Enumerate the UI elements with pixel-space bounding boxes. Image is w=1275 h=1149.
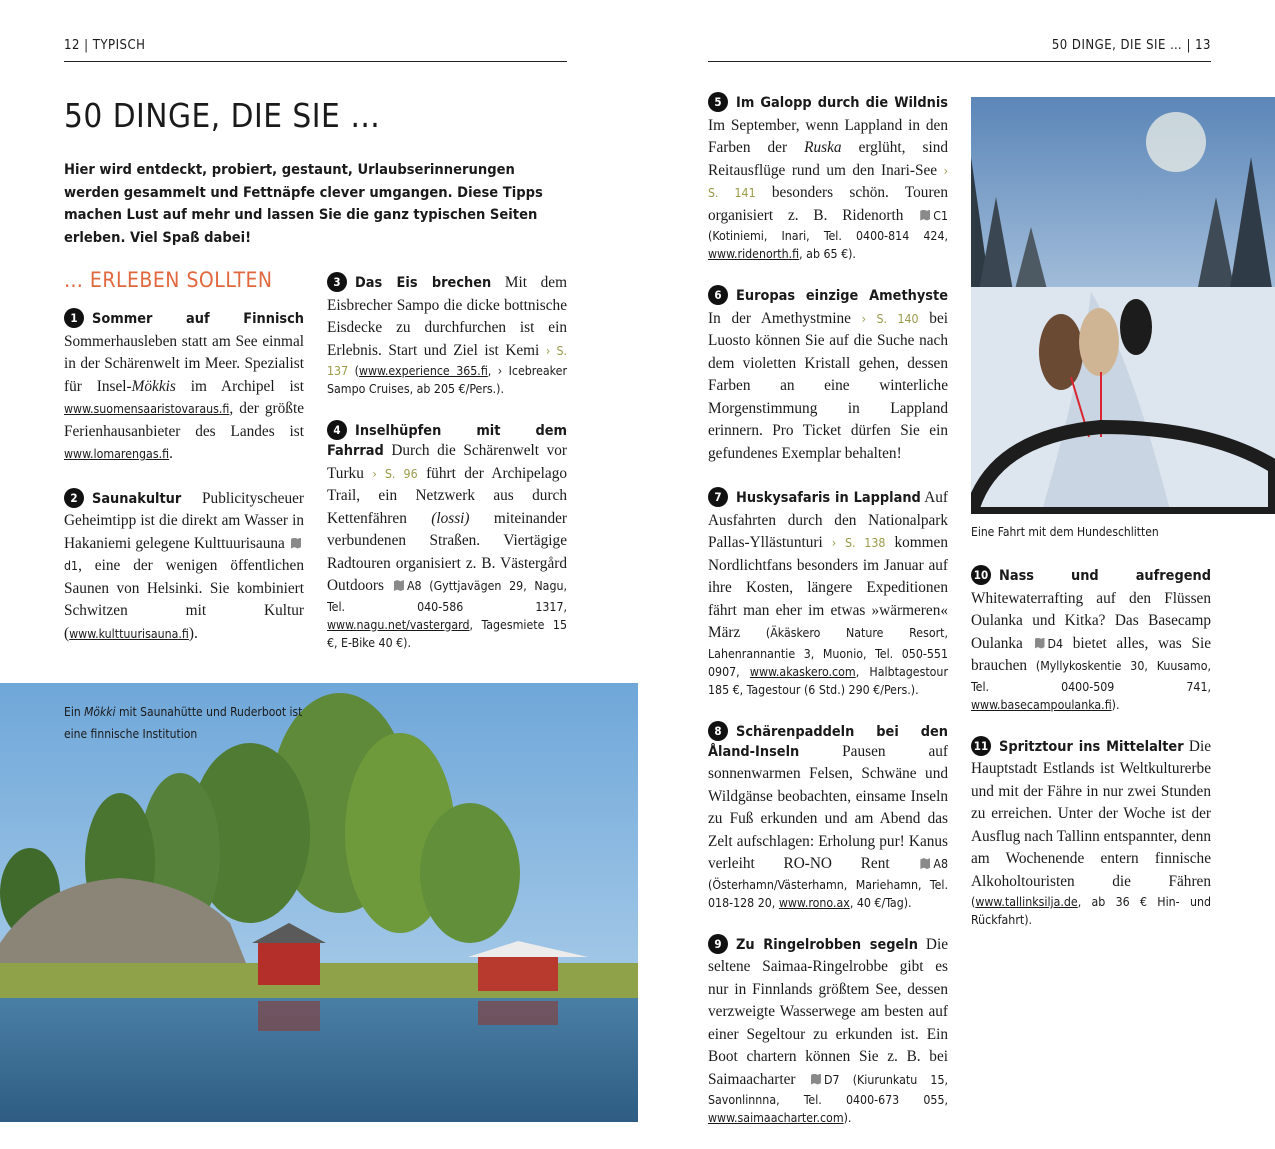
running-header-right: 50 DINGE, DIE SIE … | 13	[1051, 38, 1211, 53]
intro-text: Hier wird entdeckt, probiert, gestaunt, Urlaubserinnerungen werden gesammelt und Fettnäpfe clever umgangen. Diese Tipps machen Lust auf mehr und lassen Sie die ganz typischen Seiten erleben. Viel Spaß dabei!	[64, 161, 543, 246]
header-rule-left	[64, 61, 567, 62]
tip-number-badge: 8	[708, 721, 728, 741]
tip-entry-5: 5 Im Galopp durch die Wildnis Im September, wenn Lappland in den Farben der Ruska erglüht, sind Reitausflüge rund um den Inari-See › S. 141 besonders schön. Touren organisiert z. B. Ridenorth C1 (Kotiniemi, Inari, Tel. 0400-814 424, www.ridenorth.fi, ab 65 €).	[708, 92, 948, 263]
tip-number-badge: 3	[327, 272, 347, 292]
running-header-left: 12 | TYPISCH	[64, 38, 146, 53]
column-3	[708, 92, 948, 1149]
website-link[interactable]: www.ridenorth.fi	[708, 247, 800, 261]
tip-entry-7: 7 Huskysafaris in Lappland Auf Ausfahrten durch den Nationalpark Pallas-Yllästunturi › S. 138 kommen Nordlichtfans besonders im Januar auf ihre Kosten, längere Expeditionen fährt man eher im etwas »wärmeren« März (Äkäskero Nature Resort, Lahenrannantie 3, Muonio, Tel. 050-551 0907, www.akaskero.com, Halbtagestour 185 €, Tagestour (6 Std.) 290 €/Pers.).	[708, 489, 948, 697]
tip-heading: Nass und aufregend	[999, 568, 1211, 584]
column-4	[971, 565, 1211, 951]
tip-number-badge: 5	[708, 92, 728, 112]
map-icon	[291, 538, 301, 549]
map-grid-ref: d1	[64, 559, 79, 573]
map-grid-ref: A8	[406, 579, 422, 593]
tip-heading: Sommer auf Finnisch	[92, 311, 304, 327]
map-icon	[920, 210, 930, 221]
website-link[interactable]: www.experience 365.fi	[358, 364, 488, 378]
lake-cottage-photo	[0, 683, 638, 1122]
website-link[interactable]: www.saimaacharter.com	[708, 1111, 844, 1125]
tip-entry-9: 9 Zu Ringelrobben segeln Die seltene Saimaa-Ringelrobbe gibt es nur in Finnlands größtem See, dessen verzweigte Wasserwege am besten auf einer Segeltour zu erkunden ist. Ein Boot chartern können Sie z. B. bei Saimaacharter D7 (Kiurunkatu 15, Savonlinnna, Tel. 0400-673 055, www.saimaacharter.com).	[708, 935, 948, 1125]
map-grid-ref: C1	[933, 208, 948, 223]
tip-entry-4: 4 Inselhüpfen mit dem Fahrrad Durch die Schärenwelt vor Turku › S. 96 führt der Archipelago Trail, ein Netzwerk aus durch Kettenfähren (lossi) miteinander verbundenen Straßen. Viertägige Radtouren organisiert z. B. Västergård Outdoors A8 (Gyttjavägen 29, Nagu, Tel. 040-586 1317, www.nagu.net/vastergard, Tagesmiete 15 €, E-Bike 40 €).	[327, 420, 567, 652]
page-reference[interactable]: › S. 141	[708, 163, 948, 200]
column-2	[327, 272, 567, 674]
tip-heading: Zu Ringelrobben segeln	[736, 936, 918, 953]
tip-number-badge: 9	[708, 934, 728, 954]
tip-number-badge: 6	[708, 285, 728, 305]
column-1	[64, 268, 304, 667]
tip-entry-3: 3 Das Eis brechen Mit dem Eisbrecher Sampo die dicke bottnische Eisdecke zu durchfurchen ist ein Erlebnis. Start und Ziel ist Kemi › S. 137 (www.experience 365.fi, › Icebreaker Sampo Cruises, ab 205 €/Pers.).	[327, 274, 567, 396]
tip-number-badge: 4	[327, 420, 347, 440]
header-rule-right	[708, 61, 1211, 62]
website-link[interactable]: www.rono.ax	[778, 895, 850, 910]
photo-caption: Eine Fahrt mit dem Hundeschlitten	[971, 525, 1159, 539]
map-icon	[811, 1074, 821, 1085]
website-link[interactable]: www.lomarengas.fi	[64, 447, 170, 461]
tip-heading: Spritztour ins Mittelalter	[999, 738, 1184, 755]
tip-heading: Im Galopp durch die Wildnis	[736, 95, 948, 111]
tip-entry-11: 11 Spritztour ins Mittelalter Die Hauptstadt Estlands ist Weltkulturerbe und mit der Fähre in nur zwei Stunden zu erreichen. Unter der Woche ist der Ausflug nach Tallinn entspannter, denn am Wochenende entern finnische Alkoholtouristen die Fähren (www.tallinksilja.de, ab 36 € Hin- und Rückfahrt).	[971, 737, 1211, 927]
section-title: … ERLEBEN SOLLTEN	[64, 268, 273, 292]
website-link[interactable]: www.suomensaaristovaraus.fi	[64, 402, 230, 416]
map-icon	[1035, 638, 1045, 649]
tip-heading: Europas einzige Amethyste	[736, 288, 948, 304]
tip-number-badge: 10	[971, 565, 991, 585]
tip-number-badge: 11	[971, 736, 991, 756]
husky-sled-photo	[971, 97, 1275, 514]
map-grid-ref: A8	[933, 857, 948, 871]
tip-entry-2: 2 Saunakultur Publicityscheuer Geheimtipp ist die direkt am Wasser in Hakaniemi gelegene Kulttuurisauna d1, eine der wenigen öffentlichen Saunen von Helsinki. Sie kombiniert Schwitzen mit Kultur (www.kulttuurisauna.fi).	[64, 489, 304, 642]
map-icon	[920, 858, 930, 869]
page-reference[interactable]: › S. 96	[372, 466, 418, 481]
website-link[interactable]: www.kulttuurisauna.fi	[69, 626, 189, 641]
tip-heading: Schärenpaddeln bei den Åland-Inseln	[708, 723, 948, 760]
tip-heading: Inselhüpfen mit dem Fahrrad	[327, 423, 567, 459]
website-link[interactable]: www.nagu.net/vastergard	[327, 617, 470, 632]
husky-sled-illustration	[971, 97, 1275, 514]
tip-number-badge: 7	[708, 487, 728, 507]
page-reference[interactable]: › S. 137	[327, 343, 567, 378]
lake-cottage-illustration	[0, 683, 638, 1122]
tip-entry-10: 10 Nass und aufregend Whitewaterrafting auf den Flüssen Oulanka und Kitka? Das Basecamp Oulanka D4 bietet alles, was Sie brauchen (Myllykoskentie 30, Kuusamo, Tel. 0400-509 741, www.basecampoulanka.fi).	[971, 565, 1211, 714]
tip-entry-1: 1 Sommer auf Finnisch Sommerhausleben statt am See einmal in der Schärenwelt im Meer. Spezialist für Insel-Mökkis im Archipel ist www.suomensaaristovaraus.fi, der größte Ferienhausanbieter des Landes ist www.lomarengas.fi.	[64, 308, 304, 466]
page-reference[interactable]: › S. 138	[831, 536, 886, 550]
tip-entry-6: 6 Europas einzige Amethyste In der Amethystmine › S. 140 bei Luosto können Sie auf die Suche nach dem violetten Kristall gehen, dessen Farben an eine winterliche Morgenstimmung in Lappland erinnern. Pro Ticket dürfen Sie ein gefundenes Exemplar behalten!	[708, 285, 948, 465]
tip-heading: Huskysafaris in Lappland	[736, 490, 921, 506]
map-grid-ref: D4	[1047, 636, 1064, 651]
photo-caption: Ein Mökki mit Saunahütte und Ruderboot ist eine finnische Institution	[64, 705, 303, 741]
tip-heading: Das Eis brechen	[355, 275, 492, 291]
website-link[interactable]: www.basecampoulanka.fi	[971, 697, 1112, 712]
website-link[interactable]: www.akaskero.com	[749, 664, 856, 679]
page-reference[interactable]: › S. 140	[861, 311, 919, 326]
tip-entry-8: 8 Schärenpaddeln bei den Åland-Inseln Pausen auf sonnenwarmen Felsen, Schwäne und Wildgänse beobachten, einsame Inseln zu Fuß erkunden und am Abend das Zelt aufschlagen: Erholung pur! Kanus verleiht RO-NO Rent A8 (Österhamn/Västerhamn, Mariehamn, Tel. 018-128 20, www.rono.ax, 40 €/Tag).	[708, 721, 948, 912]
tip-number-badge: 2	[64, 488, 84, 508]
tip-number-badge: 1	[64, 308, 84, 328]
tip-heading: Saunakultur	[92, 490, 182, 507]
map-grid-ref: D7	[823, 1072, 840, 1087]
map-icon	[394, 580, 404, 591]
page-title: 50 DINGE, DIE SIE …	[64, 96, 381, 135]
website-link[interactable]: www.tallinksilja.de	[975, 895, 1078, 909]
